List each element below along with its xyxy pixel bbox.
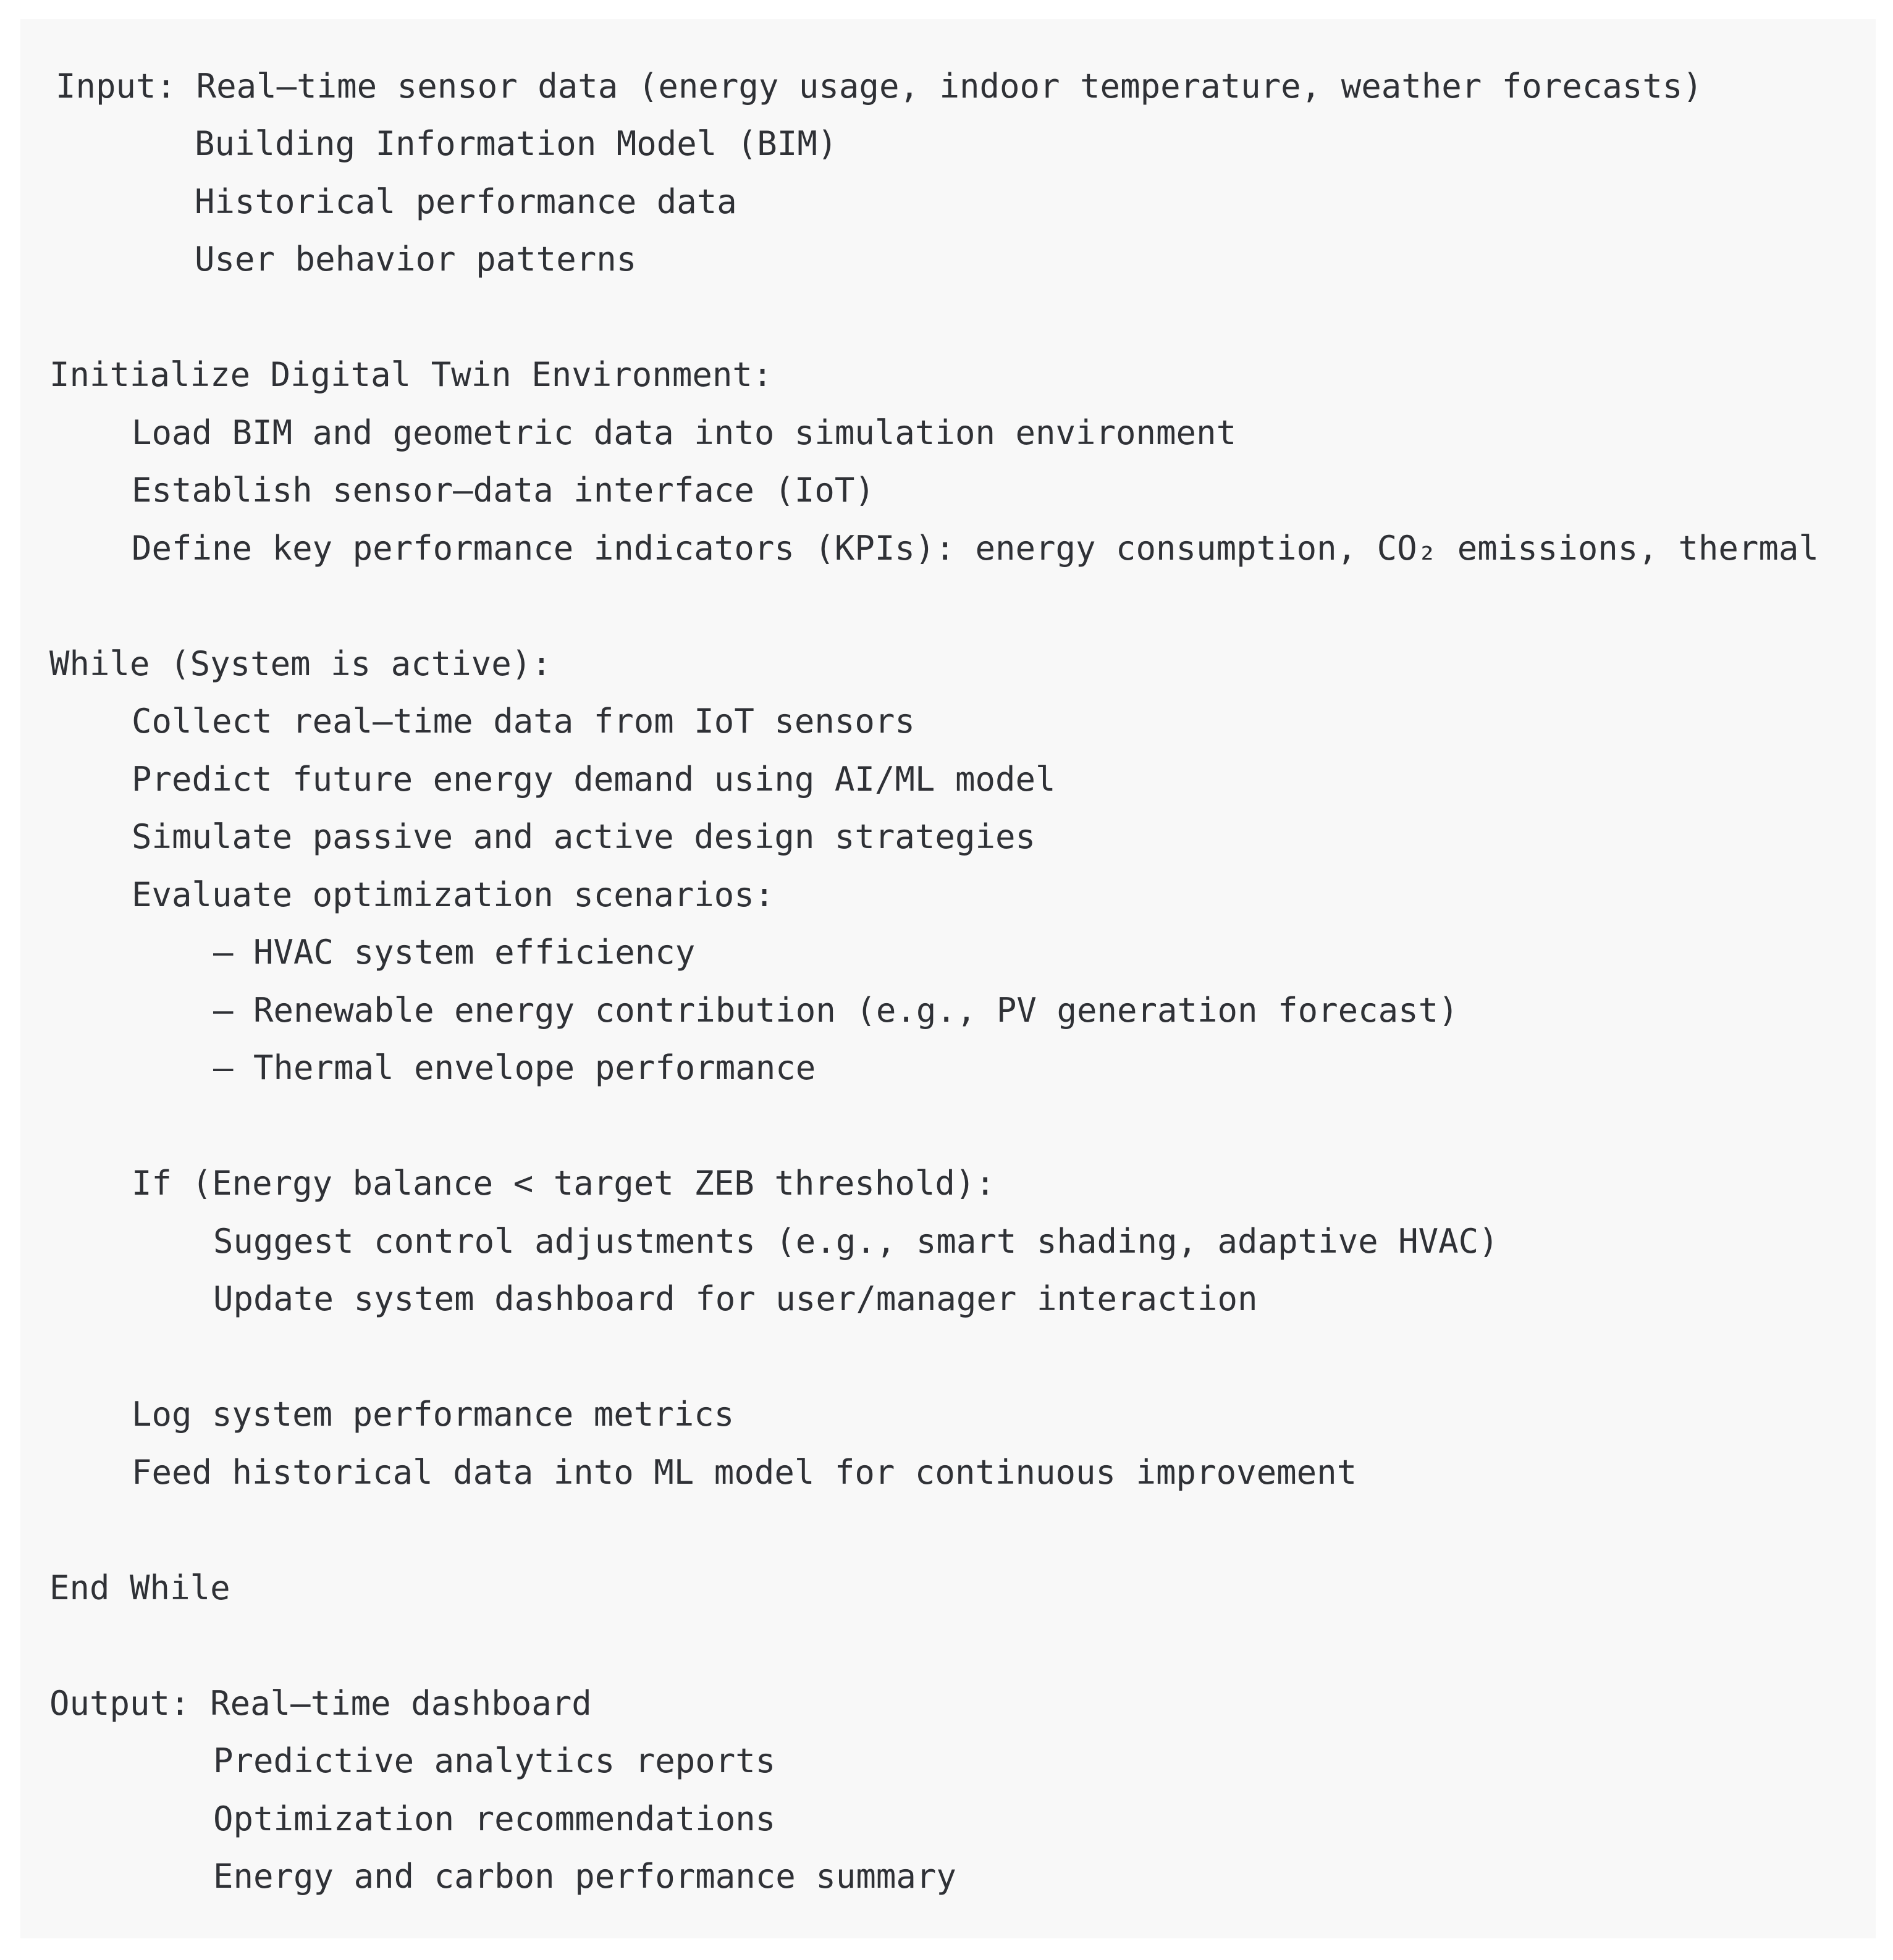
code-line: Initialize Digital Twin Environment: bbox=[49, 355, 773, 394]
code-line: Evaluate optimization scenarios: bbox=[132, 875, 775, 914]
pseudocode-block bbox=[20, 19, 1876, 1938]
code-line: Building Information Model (BIM) bbox=[195, 124, 838, 163]
code-line: User behavior patterns bbox=[195, 240, 637, 279]
code-line: Input: Real–time sensor data (energy usage, indoor temperature, weather forecasts) bbox=[56, 67, 1703, 106]
code-line: If (Energy balance < target ZEB threshold): bbox=[132, 1164, 995, 1203]
code-line: Define key performance indicators (KPIs): energy consumption, CO₂ emissions, thermal bbox=[132, 529, 1819, 568]
code-line: Feed historical data into ML model for continuous improvement bbox=[132, 1453, 1357, 1492]
code-line: Update system dashboard for user/manager interaction bbox=[213, 1279, 1258, 1318]
code-line: Energy and carbon performance summary bbox=[213, 1857, 956, 1896]
code-line: Collect real–time data from IoT sensors bbox=[132, 702, 915, 741]
code-line: Output: Real–time dashboard bbox=[49, 1684, 592, 1723]
code-line: Suggest control adjustments (e.g., smart shading, adaptive HVAC) bbox=[213, 1222, 1499, 1261]
code-line: Historical performance data bbox=[195, 182, 737, 221]
code-line: – Thermal envelope performance bbox=[213, 1048, 816, 1087]
code-line: Load BIM and geometric data into simulation environment bbox=[132, 413, 1237, 452]
code-line: – Renewable energy contribution (e.g., PV generation forecast) bbox=[213, 991, 1459, 1030]
code-line: End While bbox=[49, 1568, 230, 1607]
code-line: Simulate passive and active design strategies bbox=[132, 817, 1035, 856]
code-line: While (System is active): bbox=[49, 644, 552, 683]
code-line: Predict future energy demand using AI/ML model bbox=[132, 760, 1056, 799]
code-line: – HVAC system efficiency bbox=[213, 933, 696, 972]
code-line: Log system performance metrics bbox=[132, 1395, 735, 1434]
code-line: Predictive analytics reports bbox=[213, 1741, 776, 1780]
code-line: Establish sensor–data interface (IoT) bbox=[132, 471, 875, 510]
code-line: Optimization recommendations bbox=[213, 1799, 776, 1838]
